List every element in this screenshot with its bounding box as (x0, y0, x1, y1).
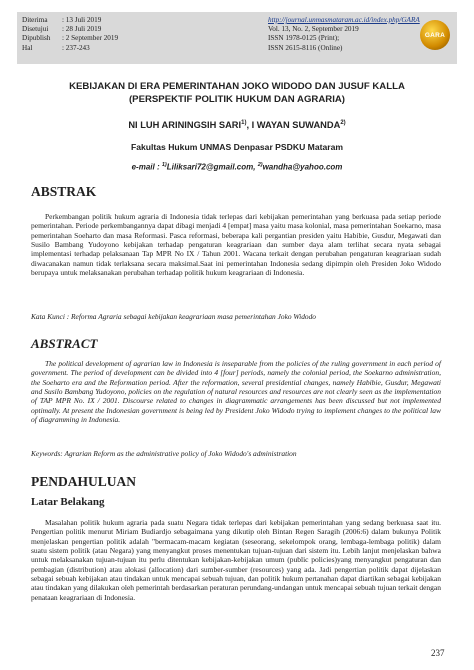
journal-logo: GARA (420, 20, 450, 50)
abstract-heading: ABSTRACT (31, 336, 98, 351)
paper-title: KEBIJAKAN DI ERA PEMERINTAHAN JOKO WIDODO DAN JUSUF KALLA (PERSPEKTIF POLITIK HUKUM DAN AGRARIA) (69, 81, 405, 105)
latar-belakang-heading: Latar Belakang (31, 496, 105, 508)
journal-url-link[interactable]: http://journal.unmasmataram.ac.id/index.php/GARA (268, 16, 420, 24)
date-row-approved: Disetujui : 28 Juli 2019 (22, 25, 102, 34)
paper-authors: NI LUH ARININGSIH SARI$^{1)}$, I WAYAN SUWANDA$^{2)}$ (128, 120, 346, 131)
date-row-published: Dipublish : 2 September 2019 (22, 34, 119, 43)
author-emails: e-mail : $^{1)}$Liliksari72@gmail.com, $^{2)}$wandha@yahoo.com (131, 162, 343, 172)
keywords: Keywords: Agrarian Reform as the administrative policy of Joko Widodo's administration (31, 449, 297, 458)
affiliation: Fakultas Hukum UNMAS Denpasar PSDKU Mataram (130, 142, 344, 152)
journal-info (268, 16, 418, 53)
latar-belakang-text: Masalahan politik hukum agraria pada suatu Negara tidak terlepas dari kebijakan pemerintahan yang sedang berkuasa saat itu. Pengertian politik menurut Miriam Budiardjo sebagaimana yang dikutip oleh Bintan Regen Saragih (2006:6) dalam bukunya Politik menjelaskan pengertian politik adalah "bermacam-macam kegiatan (seseorang, sekelompok orang, lembaga-lembaga politik) dalam suatu sistem politik (atau Negara) yang menyangkut proses menentukan tujuan-tujuan dari sistem itu. Lebih lanjut menjelaskan bahwa untuk melaksanakan tujuan-tujuan itu perlu ditentukan kebijakan-kebijakan umum (public policies)yang menyangkut pengaturan dan pembagian (distribution) atau alokasi (allocation) dari sumber-sumber (resources) yang ada. Jadi pengertian politik dapat dijelaskan sebagai sebuah kebijakan atau tindakan untuk mencapai sebuah tujuan, dan politik hukum pertanahan dapat diartikan sebagai kebijakan atau tindakan yang dilakukan oleh pemerintah berdasarkan peraturan perundang-undangan untuk mencapai sebuah tujuan terkait dengan penataan keagrariaan di Indonesia. (31, 518, 441, 602)
volume-info: Vol. 13, No. 2, September 2019 (268, 25, 359, 34)
submission-dates (22, 16, 118, 53)
pendahuluan-heading: PENDAHULUAN (31, 474, 137, 489)
page-range-row: Hal : 237-243 (22, 43, 90, 52)
page-number: 237 (431, 648, 445, 658)
kata-kunci: Kata Kunci : Reforma Agraria sebagai kebijakan keagrariaan masa pemerintahan Joko Widodo (31, 312, 316, 321)
date-row-received: Diterima : 13 Juli 2019 (22, 16, 102, 24)
issn-print: ISSN 1978-0125 (Print); (268, 34, 340, 43)
abstrak-text: Perkembangan politik hukum agraria di Indonesia tidak terlepas dari kebijakan pemerintahan yang berkuasa pada setiap periode pemerintahan. Periode perkembangannya dapat dibagi menjadi 4 [empat] masa yaitu masa kolonial, masa pemerintahan Soekarno, masa pemerintahan Soeharto dan masa Reformasi. Pasca reformasi, beberapa kali pergantian presiden yaitu Habibie, Gusdur, Megawati dan Susilo Bambang Yudoyono kebijakan terhadap pengaturan keagrariaan dan sumber daya alam terlihat secara nyata sebagai implementasi terhadap pelaksanaan Tap MPR No IX / Tahun 2001. Wacana terkait dengan perubahan pengaturan keagrariaan sudah diwacanakan namun tidak terlaksana secara maksimal.Saat ini pemerintahan Indonesia sedang dipimpin oleh Presiden Joko Widodo berupaya untuk melaksanakan perubahan terhadap politik hukum keagrariaan di Indonesia. (31, 212, 441, 278)
abstract-text: The political development of agrarian law in Indonesia is inseparable from the policies of the ruling government in each period of government. The period of development can be divided into 4 [four] periods, namely the colonial period, the Soekarno administration, the Soeharto era and the Reformation period. After the reformation, several presidential changes, namely Habibie, Gusdur, Megawati and Susilo Bambang Yudoyono, policies on the regulation of natural resources and resources are not clearly seen as the implementation of TAP MPR No. IX / 2001. Discourse related to changes in diagrammatic arrangements has been discussed but not implemented optimally. At present the Indonesian government is being led by President Joko Widodo trying to implement changes to the political law of diagramming in Indonesia. (31, 359, 441, 425)
issn-online: ISSN 2615-8116 (Online) (268, 43, 343, 52)
abstrak-heading: ABSTRAK (31, 184, 97, 199)
